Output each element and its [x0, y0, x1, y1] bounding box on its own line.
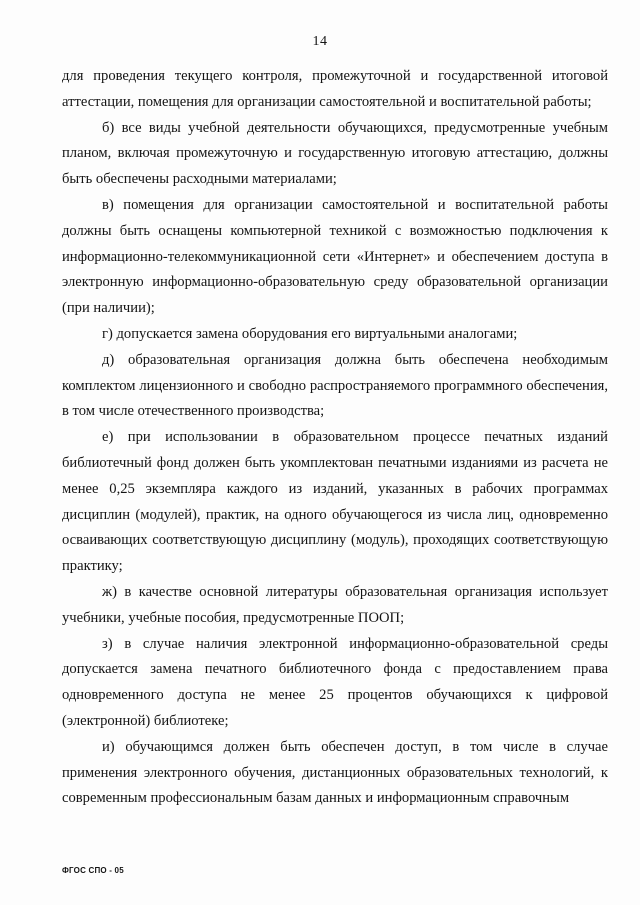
page-number: 14 — [312, 34, 328, 49]
footer-code: ФГОС СПО - 05 — [62, 866, 124, 875]
paragraph-z: з) в случае наличия электронной информационно-образовательной среды допускается замена печатного библиотечного фонда с предоставлением права одновременного доступа не менее 25 процентов обучающихся к цифровой (электронной) библиотеке; — [62, 635, 608, 729]
paragraph-d: д) образовательная организация должна быть обеспечена необходимым комплектом лицензионного и свободно распространяемого программного обеспечения, в том числе отечественного производства; — [62, 351, 608, 420]
paragraph-v: в) помещения для организации самостоятельной и воспитательной работы должны быть оснащены компьютерной техникой с возможностью подключения к информационно-телекоммуникационной сети «Интернет» и обеспечением доступа в электронную информационно-образовательную среду образовательной организации (при наличии); — [62, 196, 608, 317]
paragraph-i: и) обучающимся должен быть обеспечен доступ, в том числе в случае применения электронного обучения, дистанционных образовательных технологий, к современным профессиональным базам данных и информационным справочным — [62, 738, 608, 807]
paragraph-b: б) все виды учебной деятельности обучающихся, предусмотренные учебным планом, включая промежуточную и государственную итоговую аттестацию, должны быть обеспечены расходными материалами; — [62, 119, 608, 188]
paragraph-zh: ж) в качестве основной литературы образовательная организация использует учебники, учебные пособия, предусмотренные ПООП; — [62, 583, 608, 626]
paragraph-e: е) при использовании в образовательном процессе печатных изданий библиотечный фонд должен быть укомплектован печатными изданиями из расчета не менее 0,25 экземпляра каждого из изданий, указанных в рабочих программах дисциплин (модулей), практик, на одного обучающегося из числа лиц, одновременно осваивающих соответствующую дисциплину (модуль), проходящих соответствующую практику; — [62, 429, 608, 575]
document-body — [62, 64, 608, 812]
paragraph-g: г) допускается замена оборудования его виртуальными аналогами; — [102, 325, 518, 342]
paragraph-continuation: для проведения текущего контроля, промежуточной и государственной итоговой аттестации, помещения для организации самостоятельной и воспитательной работы; — [62, 68, 608, 110]
